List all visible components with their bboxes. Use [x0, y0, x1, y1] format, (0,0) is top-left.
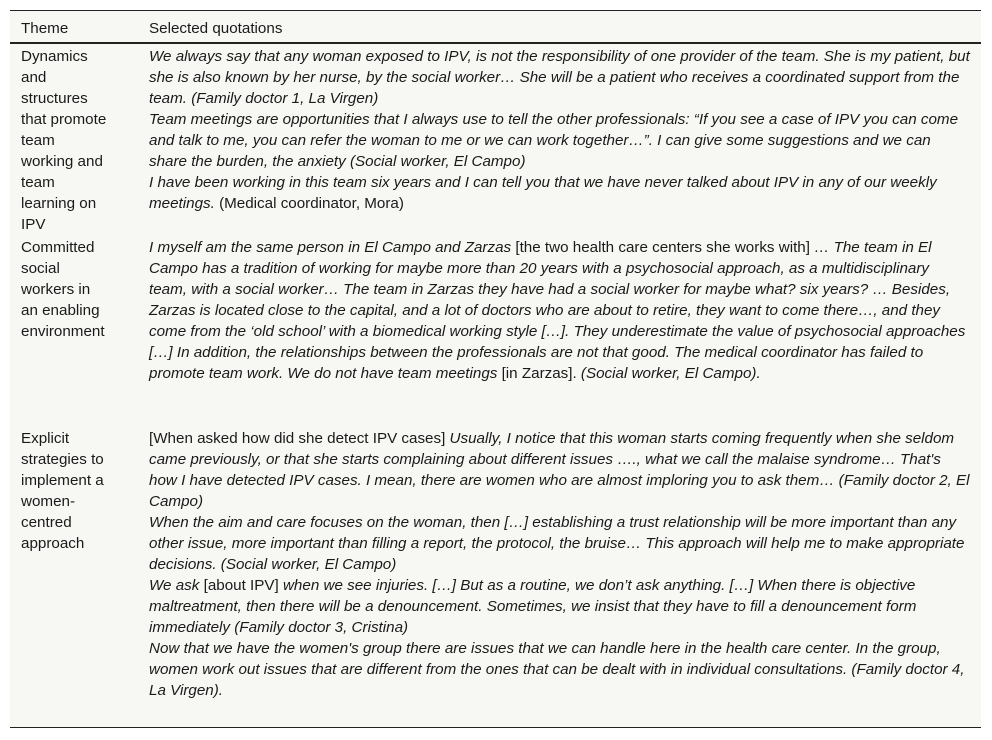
- quote-text: I have been working in this team six years and I can tell you that we have never talked about IPV in any of our weekly meetings.: [149, 174, 937, 212]
- quotation: [149, 638, 971, 701]
- quotations-cell: [149, 46, 971, 214]
- quote-text: when we see injuries. […] But as a routine, we don’t ask anything. […] When there is objective maltreatment, then there will be a denouncement. Sometimes, we insist that they have to fill a denouncement form immediately (Family doctor 3, Cristina): [149, 577, 917, 636]
- context-note: [the two health care centers she works with]: [511, 239, 815, 256]
- context-note: [in Zarzas].: [497, 365, 581, 382]
- context-note: (Medical coordinator, Mora): [214, 195, 404, 212]
- quotation: [149, 575, 971, 638]
- quotations-cell: [149, 428, 971, 701]
- context-note: [When asked how did she detect IPV cases]: [149, 430, 450, 447]
- theme-cell: Committed social workers in an enabling environment: [21, 239, 105, 340]
- quotations-cell: [149, 237, 971, 384]
- quote-text: We ask: [149, 577, 200, 594]
- quote-text: We always say that any woman exposed to IPV, is not the responsibility of one provider of the team. She is my patient, but she is also known by her nurse, by the social worker… She will be a patient who receives a coordinated support from the team. (Family doctor 1, La Virgen): [149, 48, 970, 107]
- quotations-table: [10, 10, 981, 728]
- quote-text: Team meetings are opportunities that I always use to tell the other professionals: “If you see a case of IPV you can come and talk to me, you can refer the woman to me or we can work together…”. I can give some suggestions and we can share the burden, the anxiety (Social worker, El Campo): [149, 111, 959, 170]
- quotation: [149, 109, 971, 172]
- context-note: [about IPV]: [199, 577, 283, 594]
- quotation: [149, 46, 971, 109]
- quotation: [149, 237, 971, 384]
- quote-text: Now that we have the women's group there are issues that we can handle here in the health care center. In the group, women work out issues that are different from the ones that can be dealt with in individual consultations. (Family doctor 4, La Virgen).: [149, 640, 965, 699]
- theme-cell: Explicit strategies to implement a women- centred approach: [21, 430, 104, 552]
- table-header: [10, 11, 981, 44]
- theme-cell: Dynamics and structures that promote team working and team learning on IPV: [21, 48, 107, 233]
- quote-text: (Social worker, El Campo).: [580, 365, 761, 382]
- quote-text: When the aim and care focuses on the woman, then […] establishing a trust relationship will be more important than any other issue, more important than filling a report, the protocol, the bruise… This approach will help me to make appropriate decisions. (Social worker, El Campo): [149, 514, 965, 573]
- quote-text: I myself am the same person in El Campo and Zarzas: [149, 239, 512, 256]
- quotation: [149, 172, 971, 214]
- quote-text: … The team in El Campo has a tradition of working for maybe more than 20 years with a psychosocial approach, as a multidisciplinary team, with a social worker… The team in Zarzas they have had a social worker for maybe what? six years? … Besides, Zarzas is located close to the capital, and a lot of doctors who are about to retire, they want to come there…, and they come from the ‘old school’ with a biomedical working style […]. They underestimate the value of psychosocial approaches […] In addition, the relationships between the professionals are not that good. The medical coordinator has failed to promote team work. We do not have team meetings: [149, 239, 966, 382]
- header-theme: Theme: [21, 20, 69, 37]
- quote-text: Usually, I notice that this woman starts coming frequently when she seldom came previously, or that she starts complaining about different issues …., what we call the malaise syndrome… That's how I have detected IPV cases. I mean, there are women who are almost imploring you to ask them… (Family doctor 2, El Campo): [149, 430, 970, 510]
- quotation: [149, 512, 971, 575]
- quotation: [149, 428, 971, 512]
- header-quotations: Selected quotations: [149, 20, 283, 37]
